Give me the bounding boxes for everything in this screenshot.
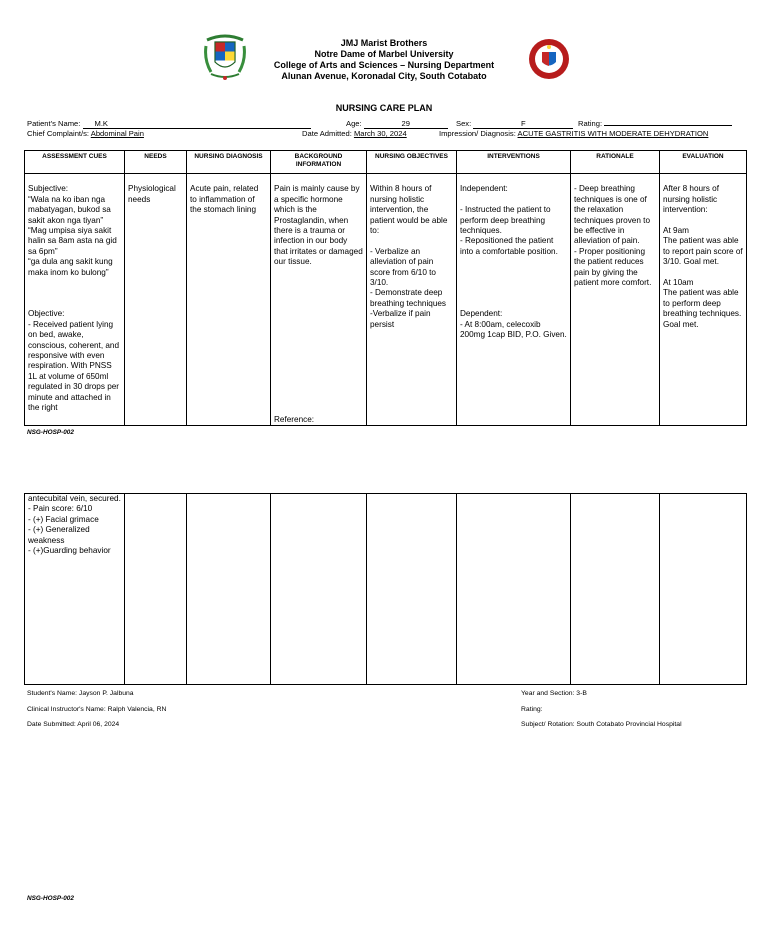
sex-field: Sex: F xyxy=(456,119,573,129)
student-name: Student's Name: Jayson P. Jalbuna xyxy=(27,690,134,697)
chief-complaint-field: Chief Complaint/s: Abdominal Pain xyxy=(27,129,144,138)
header-line-3: College of Arts and Sciences – Nursing Department xyxy=(273,60,495,70)
nursing-diagnosis-cell: Acute pain, related to inflammation of the stomach lining xyxy=(187,174,271,426)
header-line-1: JMJ Marist Brothers xyxy=(340,38,428,48)
assessment-cues-cell: Subjective: “Wala na ko iban nga mabatyagan, bukod sa sakit akon nga tiyan” “Mag umpisa siya sakit halin sa 8am asta na gid sa 6pm” “ga dula ang sakit kung maka inom ko bulong” Objective: - Received patient lying on bed, awake, conscious, coherent, and responsive with even respiration. With PNSS 1L at volume of 650ml regulated in 30 drops per minute and attached in the right xyxy=(25,174,125,426)
patient-name-field: Patient's Name: M.K xyxy=(27,119,311,129)
needs-cell: Physiological needs xyxy=(125,174,187,426)
background-information-cell: Pain is mainly cause by a specific hormone which is the Prostaglandin, when there is a trauma or infection in our body that irritates or damaged our tissue. Reference: xyxy=(271,174,367,426)
date-admitted-value: March 30, 2024 xyxy=(353,129,407,138)
header-line-2: Notre Dame of Marbel University xyxy=(314,49,454,59)
date-admitted-field: Date Admitted: March 30, 2024 xyxy=(302,129,407,138)
care-plan-table-continued xyxy=(24,493,747,685)
column-header: EVALUATION xyxy=(660,151,747,174)
form-code: NSG-HOSP-002 xyxy=(27,895,74,902)
age-field: Age: 29 xyxy=(346,119,448,129)
column-header: ASSESSMENT CUES xyxy=(25,151,125,174)
interventions-cell: Independent: - Instructed the patient to perform deep breathing techniques. - Repositioned the patient into a comfortable position. Dependent: - At 8:00am, celecoxib 200mg 1cap BID, P.O. Given. xyxy=(457,174,571,426)
rating-label: Rating: xyxy=(521,706,543,713)
form-code: NSG-HOSP-002 xyxy=(27,429,74,436)
institution-header xyxy=(240,38,528,82)
clinical-instructor: Clinical Instructor's Name: Ralph Valencia, RN xyxy=(27,706,167,713)
age-value: 29 xyxy=(364,119,448,129)
impression-field: Impression/ Diagnosis: ACUTE GASTRITIS WITH MODERATE DEHYDRATION xyxy=(439,129,709,138)
table-header-row xyxy=(25,151,747,174)
year-section: Year and Section: 3-B xyxy=(521,690,587,697)
chief-complaint-value: Abdominal Pain xyxy=(90,129,144,138)
column-header: BACKGROUND INFORMATION xyxy=(271,151,367,174)
rationale-cell: - Deep breathing techniques is one of the relaxation techniques proven to be effective in alleviation of pain. - Proper positioning the patient reduces pain by giving the patient more comfort. xyxy=(571,174,660,426)
nursing-seal-logo xyxy=(528,38,570,80)
evaluation-cell: After 8 hours of nursing holistic intervention: At 9am The patient was able to report pain score of 3/10. Goal met. At 10am The patient was able to perform deep breathing techniques. Goal met. xyxy=(660,174,747,426)
column-header: RATIONALE xyxy=(571,151,660,174)
reference-label: Reference: xyxy=(274,415,315,424)
table-row xyxy=(25,174,747,426)
header-line-4: Alunan Avenue, Koronadal City, South Cotabato xyxy=(281,71,487,81)
column-header: NEEDS xyxy=(125,151,187,174)
care-plan-table xyxy=(24,150,747,426)
patient-name-value: M.K xyxy=(83,119,311,129)
table-row xyxy=(25,494,747,685)
column-header: NURSING OBJECTIVES xyxy=(367,151,457,174)
rating-field: Rating: xyxy=(578,119,732,129)
sex-value: F xyxy=(473,119,573,129)
assessment-cues-cell: antecubital vein, secured. - Pain score: 6/10 - (+) Facial grimace - (+) Generalized weakness - (+)Guarding behavior xyxy=(25,494,125,685)
nursing-objectives-cell: Within 8 hours of nursing holistic intervention, the patient would be able to: - Verbalize an alleviation of pain score from 6/10 to 3/10. - Demonstrate deep breathing techniques -Verbalize if pain persist xyxy=(367,174,457,426)
subject-rotation: Subject/ Rotation: South Cotabato Provincial Hospital xyxy=(521,721,682,728)
column-header: NURSING DIAGNOSIS xyxy=(187,151,271,174)
column-header: INTERVENTIONS xyxy=(457,151,571,174)
page-title: NURSING CARE PLAN xyxy=(335,103,433,113)
impression-value: ACUTE GASTRITIS WITH MODERATE DEHYDRATION xyxy=(517,129,709,138)
date-submitted: Date Submitted: April 06, 2024 xyxy=(27,721,120,728)
